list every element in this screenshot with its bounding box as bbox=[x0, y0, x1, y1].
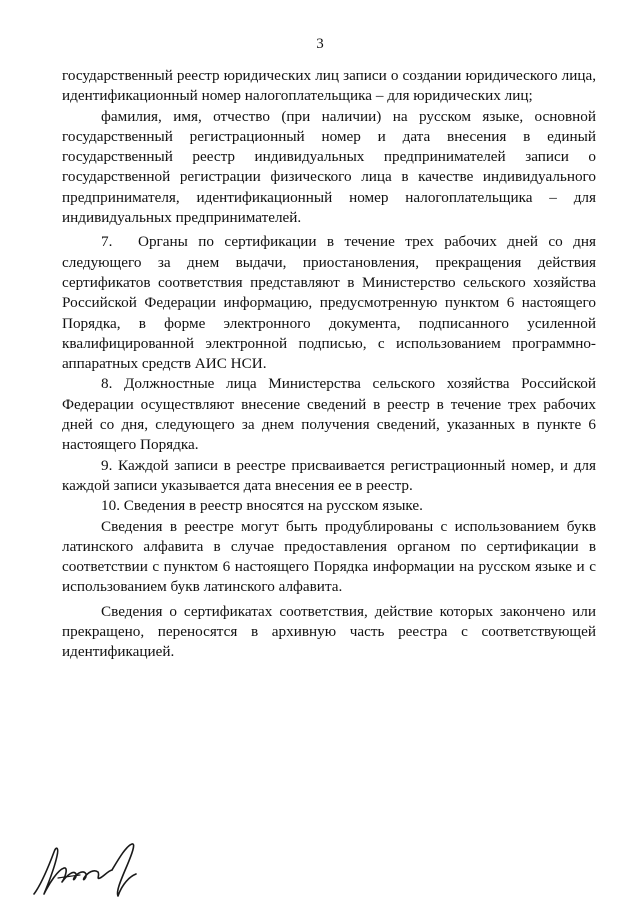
document-body bbox=[62, 66, 596, 663]
paragraph-latin-duplication: Сведения в реестре могут быть продублированы с использованием букв латинского алфавита в случае предоставления органом по сертификации в соответствии с пунктом 6 настоящего Порядка информации на русском языке и с использованием букв латинского алфавита. bbox=[62, 517, 596, 596]
paragraph-item-9: 9. Каждой записи в реестре присваивается регистрационный номер, и для каждой записи указывается дата внесения ее в реестр. bbox=[62, 456, 596, 494]
paragraph-archive: Сведения о сертификатах соответствия, действие которых закончено или прекращено, переносятся в архивную часть реестра с соответствующей идентификацией. bbox=[62, 602, 596, 661]
paragraph-2: фамилия, имя, отчество (при наличии) на русском языке, основной государственный регистрационный номер и дата внесения в единый государственный реестр индивидуальных предпринимателей записи о государственной регистрации физического лица в качестве индивидуального предпринимателя, идентификационный номер налогоплательщика – для индивидуальных предпринимателей. bbox=[62, 107, 596, 227]
paragraph-1: государственный реестр юридических лиц записи о создании юридического лица, идентификационный номер налогоплательщика – для юридических лиц; bbox=[62, 67, 596, 105]
paragraph-item-7: 7. Органы по сертификации в течение трех рабочих дней со дня следующего за днем выдачи, приостановления, прекращения действия сертификатов соответствия представляют в Министерство сельского хозяйства Российской Федерации информацию, предусмотренную пунктом 6 настоящего Порядка, в форме электронного документа, подписанного усиленной квалифицированной электронной подписью, с использованием программно-аппаратных средств АИС НСИ. bbox=[62, 233, 596, 373]
page-number: 3 bbox=[316, 36, 324, 52]
handwritten-signature bbox=[28, 838, 148, 900]
paragraph-item-10: 10. Сведения в реестр вносятся на русском языке. bbox=[101, 497, 423, 515]
paragraph-item-8: 8. Должностные лица Министерства сельского хозяйства Российской Федерации осуществляют внесение сведений в реестр в течение трех рабочих дней со дня, следующего за днем получения сведений, указанных в пункте 6 настоящего Порядка. bbox=[62, 375, 596, 454]
